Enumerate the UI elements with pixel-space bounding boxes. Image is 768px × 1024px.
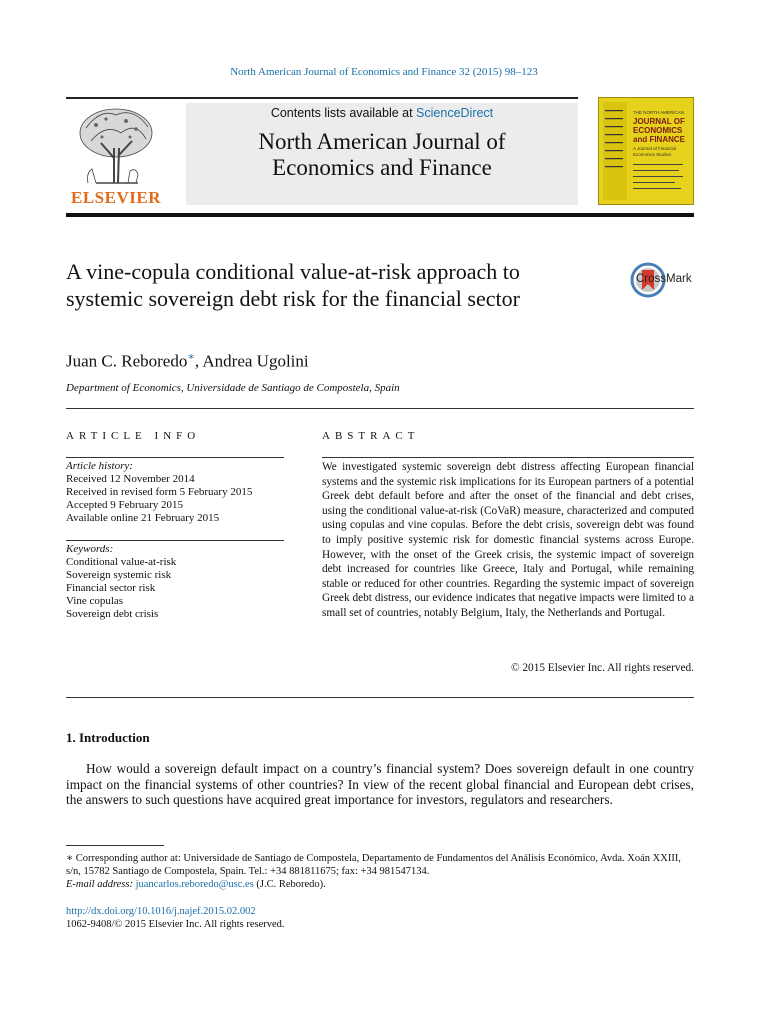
author-separator: , bbox=[194, 351, 203, 371]
cover-line-6: Economics Studies bbox=[633, 152, 672, 157]
history-item: Received in revised form 5 February 2015 bbox=[66, 486, 253, 498]
article-history bbox=[66, 460, 286, 525]
history-item: Available online 21 February 2015 bbox=[66, 512, 220, 524]
cover-art bbox=[599, 98, 693, 204]
footnote-rule bbox=[66, 845, 164, 846]
keyword-item: Sovereign systemic risk bbox=[66, 569, 172, 581]
footnote-mark: ∗ bbox=[66, 853, 74, 864]
cover-line-3: ECONOMICS bbox=[633, 126, 683, 135]
contents-line bbox=[186, 106, 578, 120]
keyword-item: Vine copulas bbox=[66, 595, 124, 607]
journal-title-line-2: Economics and Finance bbox=[272, 155, 492, 180]
introduction-paragraph: How would a sovereign default impact on a country’s financial system? Does sovereign default in one country impact on the financial systems of other countries? In view of the recent global financial and European debt crises, the answers to such questions have acquired great importance for investors, regulators and researchers. bbox=[66, 761, 694, 807]
crossmark-label[interactable]: CrossMark bbox=[636, 273, 692, 285]
divider bbox=[66, 408, 694, 409]
history-label: Article history: bbox=[66, 460, 133, 472]
divider bbox=[322, 457, 694, 458]
corresponding-author-mark[interactable]: ∗ bbox=[187, 351, 195, 363]
author-ugolini[interactable]: Andrea Ugolini bbox=[202, 351, 309, 371]
email-label: E-mail address: bbox=[66, 879, 133, 890]
footnote-text: Corresponding author at: Universidade de Santiago de Compostela, Departamento de Fundamentos del Análisis Económico, Avda. Xoán XXIII, s/n, 15782 Santiago de Compostela, Spain. Tel.: +34 881811675; fax: +34 981547134. bbox=[66, 853, 681, 877]
author-reboredo[interactable]: Juan C. Reboredo bbox=[66, 351, 188, 371]
article-title: A vine-copula conditional value-at-risk approach to systemic sovereign debt risk for the financial sector bbox=[66, 259, 520, 311]
email-suffix: (J.C. Reboredo). bbox=[253, 879, 326, 890]
sciencedirect-link[interactable]: ScienceDirect bbox=[416, 106, 494, 120]
journal-title-line-1: North American Journal of bbox=[258, 129, 506, 154]
keywords-label: Keywords: bbox=[66, 543, 114, 555]
journal-title bbox=[186, 129, 578, 181]
keyword-item: Conditional value-at-risk bbox=[66, 556, 177, 568]
abstract-text: We investigated systemic sovereign debt distress affecting European financial systems and the systemic risk implications for its European partners of a potential Greek debt default before and after the onset of the financial and debt crises, using the conditional value-at-risk (CoVaR) measure, characterized and computed using copulas and vine copulas. Before the debt crisis, sovereign debt was found to imply positive systemic risk for domestic financial systems across Europe. However, with the onset of the Greek crisis, the systemic impact of sovereign debt increased for countries like Greece, Italy and Portugal, while remaining stable or reduced for other countries. Regarding the systemic impact of sovereign Greek debt distress, our evidence indicates that negative impacts were limited to a small set of countries, notably Belgium, Italy, the Netherlands and Portugal. bbox=[322, 461, 694, 619]
issn-line: 1062-9408/© 2015 Elsevier Inc. All rights reserved. bbox=[66, 919, 285, 930]
divider bbox=[66, 540, 284, 541]
history-item: Received 12 November 2014 bbox=[66, 473, 195, 485]
keyword-item: Sovereign debt crisis bbox=[66, 608, 159, 620]
elsevier-wordmark: ELSEVIER bbox=[71, 188, 161, 207]
divider bbox=[66, 457, 284, 458]
header-thick-rule bbox=[66, 213, 694, 217]
author-list bbox=[66, 350, 309, 372]
journal-reference-link[interactable]: North American Journal of Economics and Finance 32 (2015) 98–123 bbox=[230, 66, 538, 78]
top-rule bbox=[66, 97, 578, 99]
cover-line-2: JOURNAL OF bbox=[633, 117, 685, 126]
keywords bbox=[66, 543, 286, 621]
contents-prefix: Contents lists available at bbox=[270, 106, 417, 120]
cover-line-5: A Journal of Financial bbox=[633, 146, 677, 151]
section-title: 1. Introduction bbox=[66, 730, 150, 745]
email-link[interactable]: juancarlos.reboredo@usc.es bbox=[135, 879, 254, 890]
journal-cover-thumbnail[interactable] bbox=[598, 97, 694, 205]
abstract-copyright: © 2015 Elsevier Inc. All rights reserved. bbox=[510, 662, 694, 674]
cover-line-1: THE NORTH AMERICAN bbox=[633, 110, 684, 115]
article-info-heading: ARTICLE INFO bbox=[66, 430, 201, 442]
divider bbox=[66, 697, 694, 698]
doi-link[interactable]: http://dx.doi.org/10.1016/j.najef.2015.02.002 bbox=[66, 906, 256, 917]
affiliation: Department of Economics, Universidade de Santiago de Compostela, Spain bbox=[66, 382, 400, 394]
keyword-item: Financial sector risk bbox=[66, 582, 156, 594]
cover-line-4: and FINANCE bbox=[633, 135, 685, 144]
abstract-heading: ABSTRACT bbox=[322, 430, 420, 442]
history-item: Accepted 9 February 2015 bbox=[66, 499, 183, 511]
footnote bbox=[66, 852, 694, 891]
